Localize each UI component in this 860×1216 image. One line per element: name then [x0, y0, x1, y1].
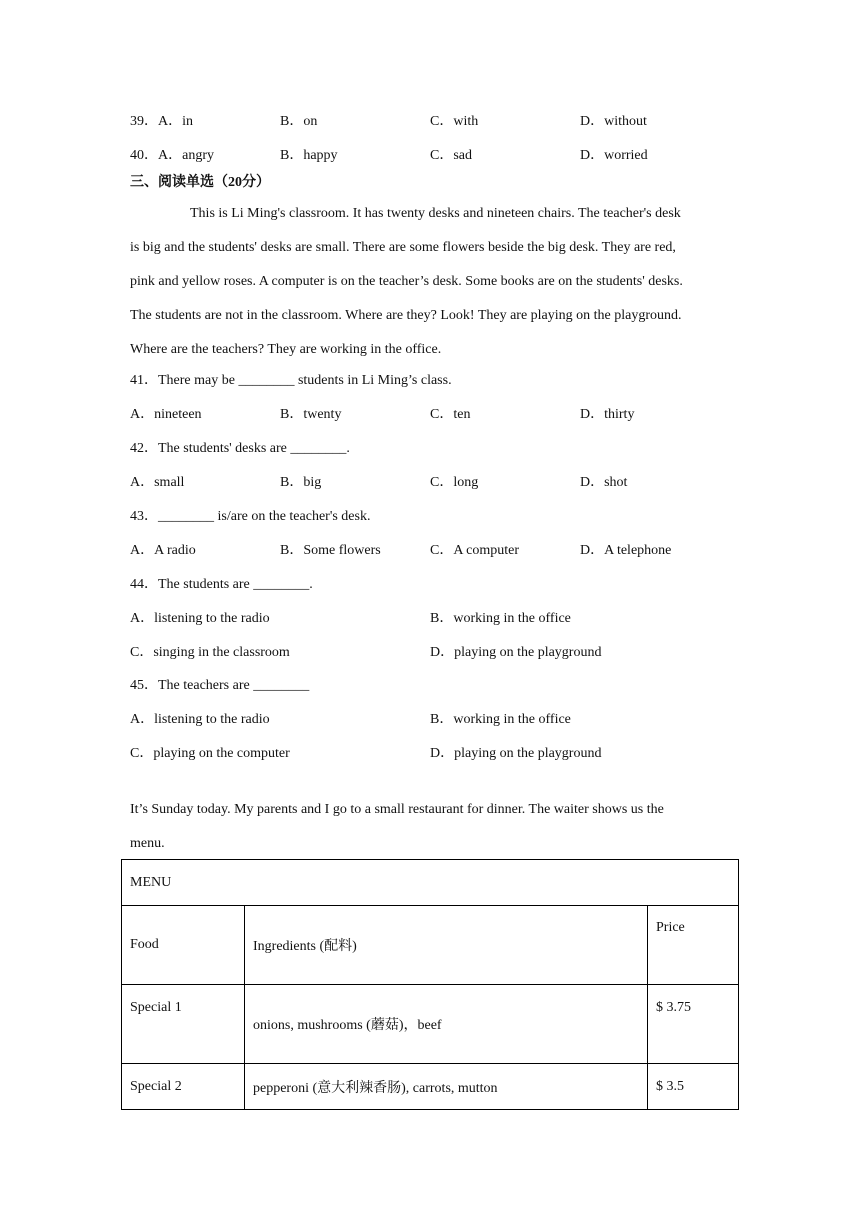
menu-intro-line: menu. — [130, 836, 165, 851]
menu-price-cell: $ 3.5 — [648, 1064, 739, 1110]
q44-stem: 44．The students are ________. — [130, 577, 313, 592]
q45-option-b[interactable]: B．working in the office — [430, 712, 571, 727]
menu-header-ingredients: Ingredients (配料) — [245, 906, 648, 985]
section-title: 三、阅读单选（20分） — [130, 175, 270, 190]
table-row — [122, 985, 739, 1064]
q44-option-b[interactable]: B．working in the office — [430, 611, 571, 626]
q44-option-a[interactable]: A．listening to the radio — [130, 611, 270, 626]
menu-food-cell: Special 2 — [122, 1064, 245, 1110]
q45-option-c[interactable]: C．playing on the computer — [130, 746, 290, 761]
menu-intro-line: It’s Sunday today. My parents and I go to a small restaurant for dinner. The waiter shows us the — [130, 802, 664, 817]
q42-option-c[interactable]: C．long — [430, 475, 479, 490]
passage-line: The students are not in the classroom. Where are they? Look! They are playing on the playground. — [130, 308, 682, 323]
q41-option-c[interactable]: C．ten — [430, 407, 471, 422]
q43-option-c[interactable]: C．A computer — [430, 543, 520, 558]
menu-ingredients-cell: pepperoni (意大利辣香肠), carrots, mutton — [245, 1064, 648, 1110]
q40-option-a[interactable]: A．angry — [158, 148, 214, 163]
q44-option-d[interactable]: D．playing on the playground — [430, 645, 602, 660]
q41-option-d[interactable]: D．thirty — [580, 407, 635, 422]
q41-option-a[interactable]: A．nineteen — [130, 407, 202, 422]
passage-line: pink and yellow roses. A computer is on the teacher’s desk. Some books are on the students' desks. — [130, 274, 683, 289]
q40-number: 40． — [130, 148, 158, 163]
passage-line: is big and the students' desks are small. There are some flowers beside the big desk. They are red, — [130, 240, 676, 255]
menu-price-cell: $ 3.75 — [648, 985, 739, 1064]
q40-option-c[interactable]: C．sad — [430, 148, 472, 163]
q40-option-d[interactable]: D．worried — [580, 148, 648, 163]
q39-option-d[interactable]: D．without — [580, 114, 647, 129]
q41-stem: 41．There may be ________ students in Li Ming’s class. — [130, 373, 452, 388]
q39-option-c[interactable]: C．with — [430, 114, 479, 129]
q43-option-d[interactable]: D．A telephone — [580, 543, 672, 558]
q39-number: 39． — [130, 114, 158, 129]
q45-stem: 45．The teachers are ________ — [130, 678, 310, 693]
passage-line: This is Li Ming's classroom. It has twenty desks and nineteen chairs. The teacher's desk — [190, 206, 681, 221]
menu-food-cell: Special 1 — [122, 985, 245, 1064]
q43-stem: 43．________ is/are on the teacher's desk. — [130, 509, 371, 524]
reading-passage — [130, 197, 730, 367]
q43-option-a[interactable]: A．A radio — [130, 543, 196, 558]
q45-option-a[interactable]: A．listening to the radio — [130, 712, 270, 727]
menu-ingredients-cell: onions, mushrooms (蘑菇)，beef — [245, 985, 648, 1064]
q42-stem: 42．The students' desks are ________. — [130, 441, 350, 456]
q39-option-a[interactable]: A．in — [158, 114, 193, 129]
menu-header-food: Food — [122, 906, 245, 985]
q42-option-a[interactable]: A．small — [130, 475, 185, 490]
q39-option-b[interactable]: B．on — [280, 114, 318, 129]
table-row — [122, 1064, 739, 1110]
menu-title: MENU — [122, 860, 739, 906]
passage-line: Where are the teachers? They are working in the office. — [130, 342, 442, 357]
q44-option-c[interactable]: C．singing in the classroom — [130, 645, 290, 660]
q40-option-b[interactable]: B．happy — [280, 148, 338, 163]
menu-table — [121, 859, 739, 1110]
q45-option-d[interactable]: D．playing on the playground — [430, 746, 602, 761]
menu-header-price: Price — [648, 906, 739, 985]
q42-option-b[interactable]: B．big — [280, 475, 322, 490]
q41-option-b[interactable]: B．twenty — [280, 407, 342, 422]
q43-option-b[interactable]: B．Some flowers — [280, 543, 381, 558]
q42-option-d[interactable]: D．shot — [580, 475, 628, 490]
